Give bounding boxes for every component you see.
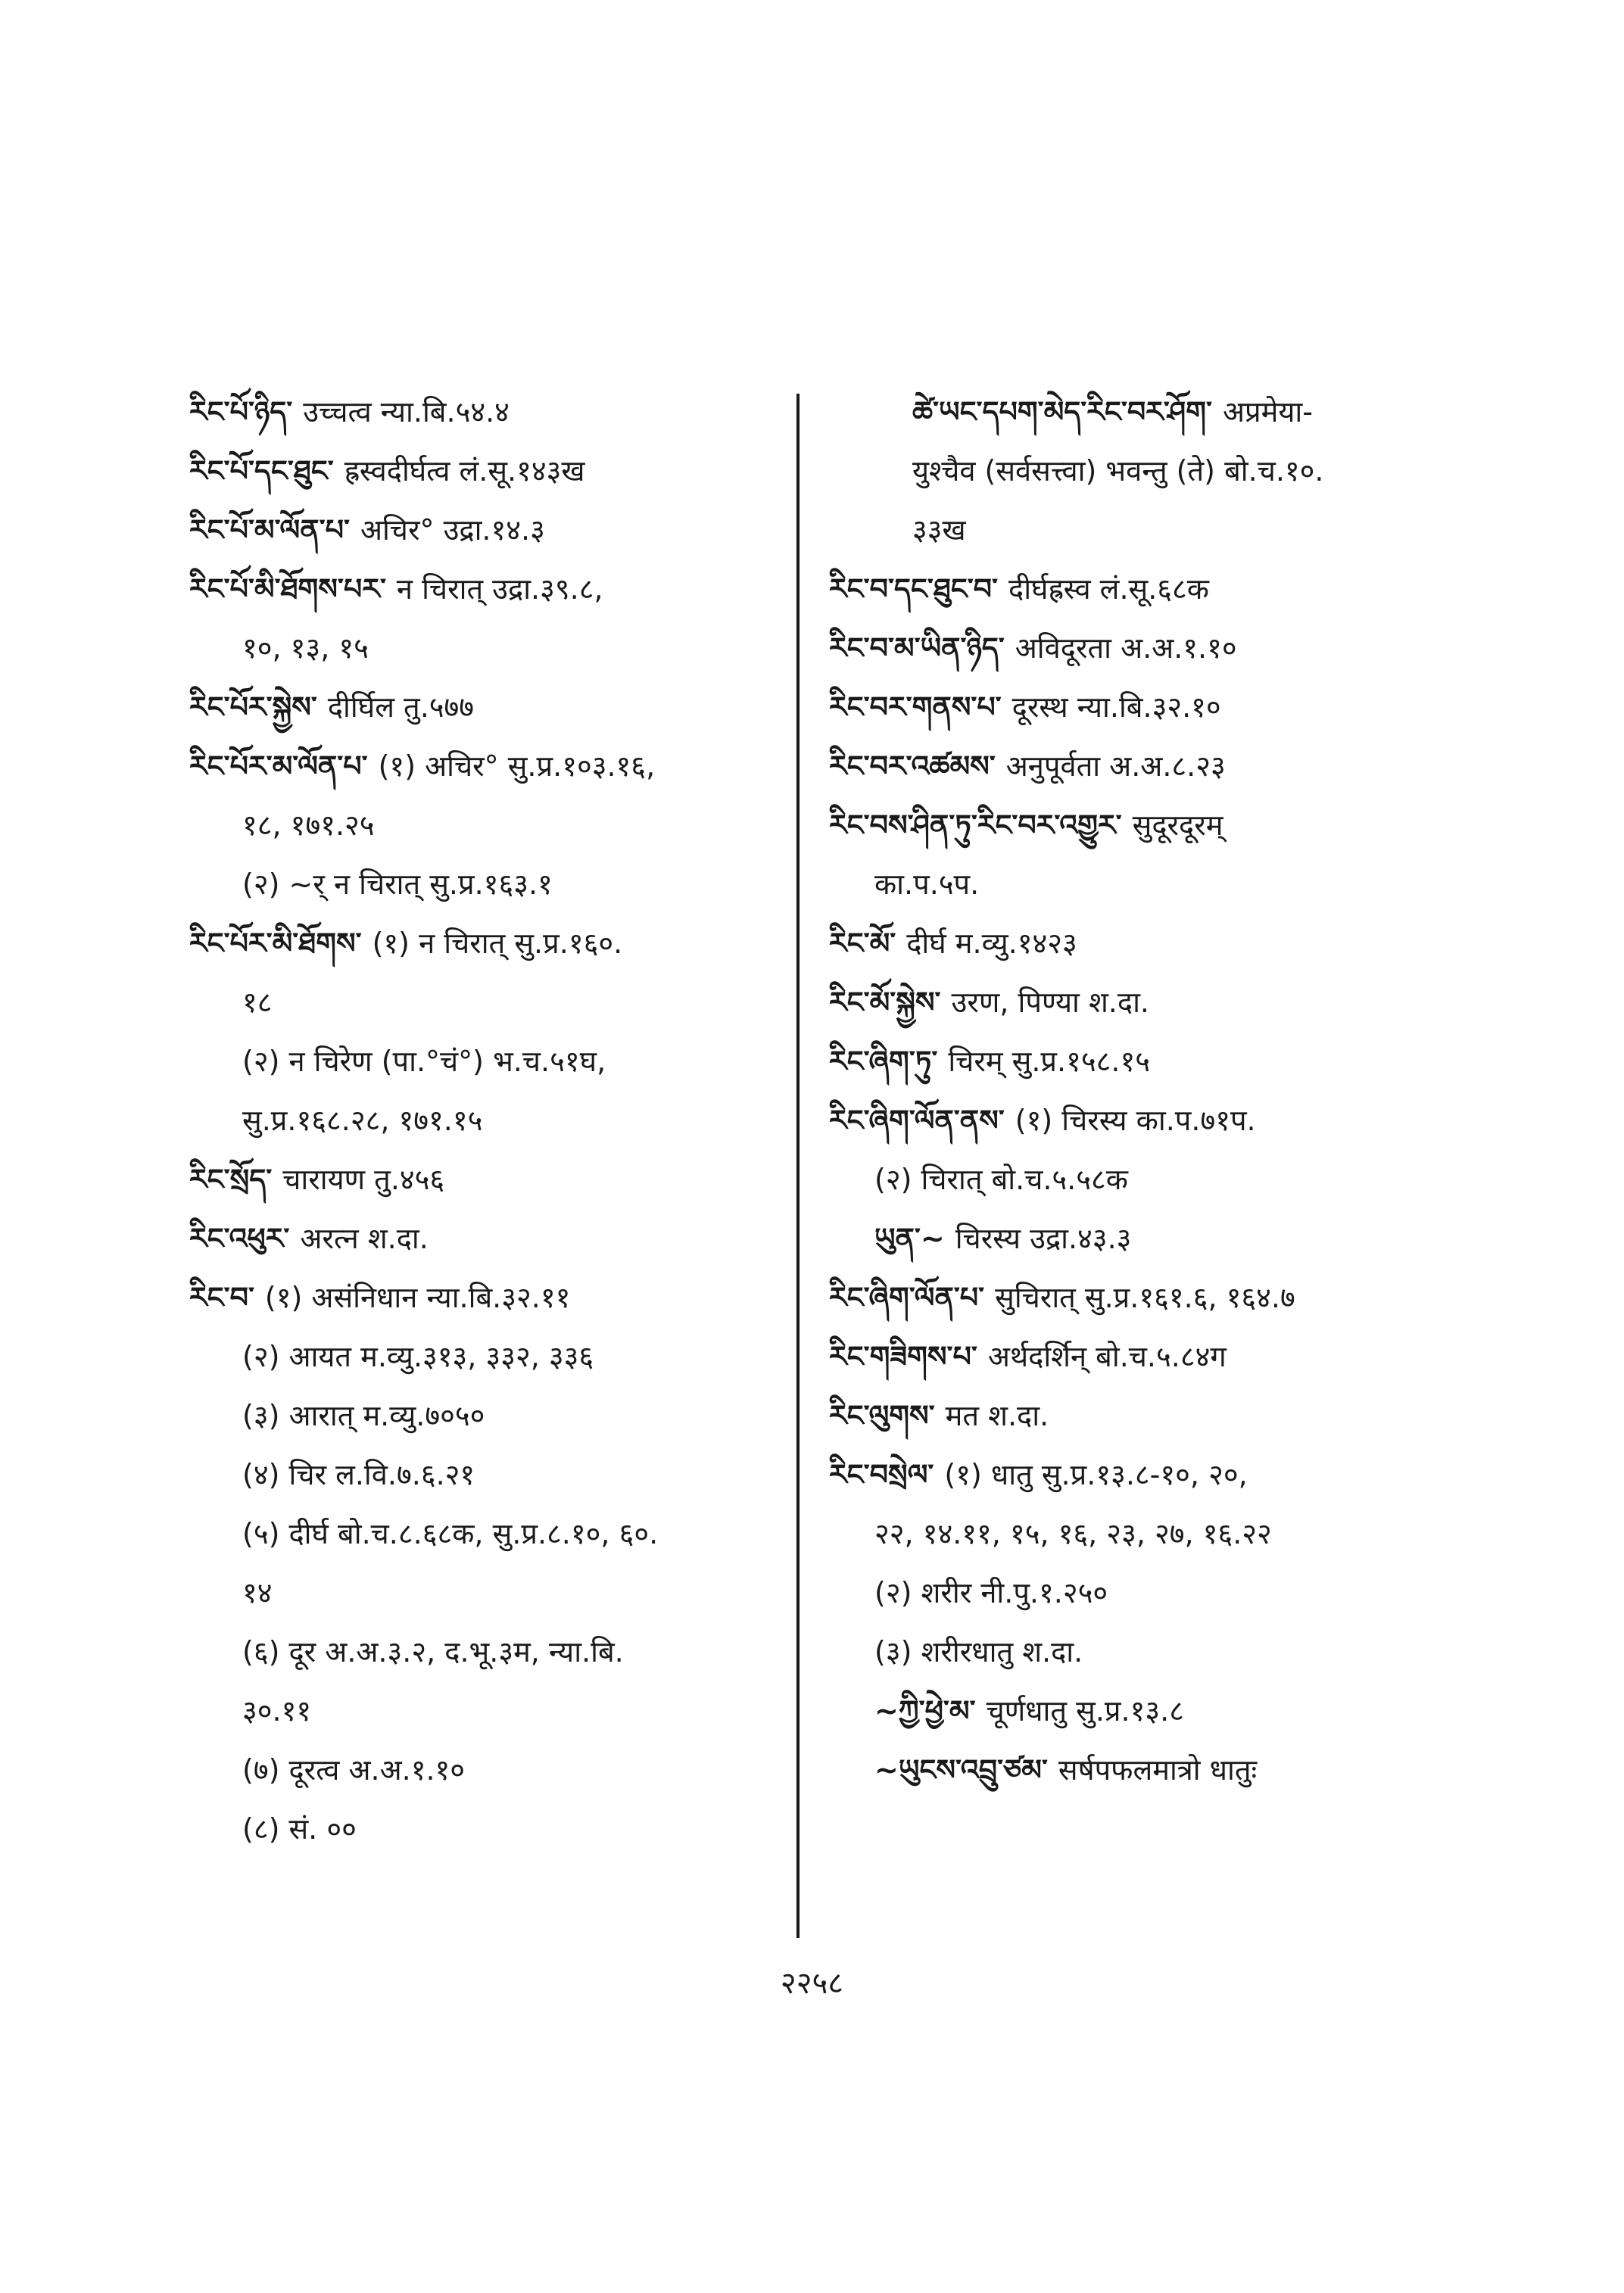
tibetan-headword: རིང་པོ་མ་ལོན་པ་ xyxy=(189,513,350,547)
tibetan-headword: རིང་བས་ཤིན་ཏུ་རིང་བར་འགྱུར་ xyxy=(829,808,1122,842)
sanskrit-gloss: (२) न चिरेण (पा.°चं°) भ.च.५१घ, xyxy=(242,1045,606,1078)
dictionary-line xyxy=(189,914,856,973)
dictionary-line xyxy=(829,1150,1510,1209)
sanskrit-gloss: (२) शरीर नी.पु.१.२५० xyxy=(874,1576,1108,1609)
sanskrit-gloss: दीर्घिल तु.५७७ xyxy=(327,690,475,724)
dictionary-line xyxy=(829,500,1510,559)
dictionary-line xyxy=(189,559,856,618)
sanskrit-gloss: अरत्न श.दा. xyxy=(300,1222,429,1255)
sanskrit-gloss: चिरस्य उद्रा.४३.३ xyxy=(955,1222,1132,1255)
tibetan-headword: རིང་བ་དང་ཐུང་བ་ xyxy=(829,572,999,606)
dictionary-line xyxy=(829,737,1510,796)
sanskrit-gloss: (८) सं. ०० xyxy=(242,1812,357,1846)
tibetan-headword: རིང་ལུགས་ xyxy=(829,1399,935,1432)
sanskrit-gloss: (१) न चिरात् सु.प्र.१६०. xyxy=(372,927,623,960)
sanskrit-gloss: (४) चिर ल.वि.७.६.२१ xyxy=(242,1458,475,1491)
sanskrit-gloss: सुचिरात् सु.प्र.१६१.६, १६४.७ xyxy=(995,1281,1295,1314)
sanskrit-gloss: (६) दूर अ.अ.३.२, द.भू.३म, न्या.बि. xyxy=(242,1635,624,1668)
tibetan-headword: རིང་པོ་ཉིད་ xyxy=(189,395,293,428)
sanskrit-gloss: चिरम् सु.प्र.१५८.१५ xyxy=(948,1045,1151,1078)
sanskrit-gloss: १८, १७१.२५ xyxy=(242,808,375,842)
dictionary-line xyxy=(829,855,1510,914)
tibetan-headword: རིང་བསྲེལ་ xyxy=(829,1458,934,1491)
dictionary-line xyxy=(829,618,1510,678)
sanskrit-gloss: (१) धातु सु.प्र.१३.८-१०, २०, xyxy=(944,1458,1248,1491)
sanskrit-gloss: (२) ~र् न चिरात् सु.प्र.१६३.१ xyxy=(242,868,553,901)
sanskrit-gloss: चारायण तु.४५६ xyxy=(282,1163,445,1196)
dictionary-line xyxy=(189,1386,856,1445)
dictionary-line xyxy=(189,973,856,1032)
dictionary-line xyxy=(829,1386,1510,1445)
dictionary-line xyxy=(829,678,1510,737)
tibetan-headword: ~ཡུངས་འབྲུ་ཙམ་ xyxy=(874,1753,1048,1787)
sanskrit-gloss: अनुपूर्वता अ.अ.८.२३ xyxy=(1005,749,1226,783)
sanskrit-gloss: (१) अचिर° सु.प्र.१०३.१६, xyxy=(378,749,656,783)
sanskrit-gloss: मत श.दा. xyxy=(945,1399,1049,1432)
dictionary-line xyxy=(189,1150,856,1209)
sanskrit-gloss: ३०.११ xyxy=(242,1694,312,1728)
sanskrit-gloss: २२, १४.११, १५, १६, २३, २७, १६.२२ xyxy=(874,1517,1272,1550)
tibetan-headword: ཡུན་~ xyxy=(874,1222,945,1255)
dictionary-line xyxy=(189,1032,856,1091)
dictionary-line xyxy=(189,1268,856,1327)
dictionary-line xyxy=(829,559,1510,618)
sanskrit-gloss: (२) चिरात् बो.च.५.५८क xyxy=(874,1163,1128,1196)
dictionary-line xyxy=(189,1563,856,1622)
tibetan-headword: རིང་གཟིགས་པ་ xyxy=(829,1340,977,1373)
tibetan-headword: རིང་ཞིག་ལོན་ནས་ xyxy=(829,1104,1005,1137)
dictionary-line xyxy=(829,1563,1510,1622)
sanskrit-gloss: (५) दीर्घ बो.च.८.६८क, सु.प्र.८.१०, ६०. xyxy=(242,1517,659,1550)
tibetan-headword: རིང་པོ་མི་ཐོགས་པར་ xyxy=(189,572,386,606)
dictionary-line xyxy=(829,1032,1510,1091)
sanskrit-gloss: अचिर° उद्रा.१४.३ xyxy=(360,513,545,547)
dictionary-line xyxy=(829,1681,1510,1740)
dictionary-line xyxy=(829,1327,1510,1386)
tibetan-headword: རིང་མོ་སྐྱེས་ xyxy=(829,986,941,1019)
dictionary-line xyxy=(189,1445,856,1504)
dictionary-line xyxy=(829,441,1510,500)
dictionary-line xyxy=(829,1445,1510,1504)
sanskrit-gloss: १४ xyxy=(242,1576,273,1609)
dictionary-line xyxy=(189,1622,856,1681)
tibetan-headword: རིང་ཞིག་ཏུ་ xyxy=(829,1045,938,1078)
dictionary-line xyxy=(189,1209,856,1268)
dictionary-line xyxy=(189,441,856,500)
dictionary-line xyxy=(829,973,1510,1032)
sanskrit-gloss: (१) चिरस्य का.प.७१प. xyxy=(1015,1104,1256,1137)
sanskrit-gloss: (१) असंनिधान न्या.बि.३२.११ xyxy=(264,1281,571,1314)
dictionary-line xyxy=(189,1504,856,1563)
dictionary-line xyxy=(829,382,1510,441)
sanskrit-gloss: अर्थदर्शिन् बो.च.५.८४ग xyxy=(987,1340,1227,1373)
dictionary-line xyxy=(189,500,856,559)
dictionary-line xyxy=(189,855,856,914)
tibetan-headword: རིང་བར་འཚམས་ xyxy=(829,749,996,783)
sanskrit-gloss: अविदूरता अ.अ.१.१० xyxy=(1015,631,1237,665)
tibetan-headword: རིང་པོར་མ་ལོན་པ་ xyxy=(189,749,368,783)
tibetan-headword: རིང་ཞིག་ལོན་པ་ xyxy=(829,1281,985,1314)
dictionary-line xyxy=(829,914,1510,973)
tibetan-headword: རིང་བ་མ་ཡིན་ཉིད་ xyxy=(829,631,1005,665)
sanskrit-gloss: दीर्घह्रस्व लं.सू.६८क xyxy=(1008,572,1209,606)
tibetan-headword: ~ཀྱི་ཕྱེ་མ་ xyxy=(874,1694,976,1728)
dictionary-line xyxy=(189,796,856,855)
dictionary-line xyxy=(829,1740,1510,1799)
sanskrit-gloss: ह्रस्वदीर्घत्व लं.सू.१४३ख xyxy=(344,454,585,488)
sanskrit-gloss: ३३ख xyxy=(912,513,966,547)
dictionary-line xyxy=(189,618,856,678)
sanskrit-gloss: युश्चैव (सर्वसत्त्वा) भवन्तु (ते) बो.च.१०. xyxy=(912,454,1324,488)
dictionary-line xyxy=(189,678,856,737)
tibetan-headword: རིང་བ་ xyxy=(189,1281,254,1314)
tibetan-headword: ཚེ་ཡང་དཔག་མེད་རིང་བར་ཤོག་ xyxy=(912,395,1212,428)
sanskrit-gloss: (३) शरीरधातु श.दा. xyxy=(874,1635,1083,1668)
dictionary-line xyxy=(189,1740,856,1799)
column-divider xyxy=(796,394,800,1938)
sanskrit-gloss: उच्चत्व न्या.बि.५४.४ xyxy=(303,395,510,428)
sanskrit-gloss: दूरस्थ न्या.बि.३२.१० xyxy=(1011,690,1221,724)
sanskrit-gloss: (२) आयत म.व्यु.३१३, ३३२, ३३६ xyxy=(242,1340,594,1373)
sanskrit-gloss: सु.प्र.१६८.२८, १७१.१५ xyxy=(242,1104,483,1137)
sanskrit-gloss: सुदूरदूरम् xyxy=(1132,808,1223,842)
dictionary-line xyxy=(189,1091,856,1150)
dictionary-line xyxy=(829,1209,1510,1268)
dictionary-line xyxy=(189,737,856,796)
sanskrit-gloss: १०, १३, १५ xyxy=(242,631,369,665)
tibetan-headword: རིང་པོ་དང་ཐུང་ xyxy=(189,454,334,488)
sanskrit-gloss: (३) आरात् म.व्यु.७०५० xyxy=(242,1399,485,1432)
sanskrit-gloss: का.प.५प. xyxy=(874,868,980,901)
dictionary-line xyxy=(829,796,1510,855)
tibetan-headword: རིང་པོར་སྐྱེས་ xyxy=(189,690,317,724)
dictionary-line xyxy=(829,1091,1510,1150)
sanskrit-gloss: दीर्घ म.व्यु.१४२३ xyxy=(906,927,1077,960)
sanskrit-gloss: (७) दूरत्व अ.अ.१.१० xyxy=(242,1753,466,1787)
page-number: २२५८ xyxy=(780,1966,844,2001)
sanskrit-gloss: १८ xyxy=(242,986,273,1019)
dictionary-line xyxy=(829,1504,1510,1563)
dictionary-line xyxy=(189,1327,856,1386)
sanskrit-gloss: अप्रमेया- xyxy=(1222,395,1313,428)
sanskrit-gloss: उरण, पिण्या श.दा. xyxy=(951,986,1149,1019)
tibetan-headword: རིང་མོ་ xyxy=(829,927,896,960)
left-column xyxy=(189,382,856,1858)
dictionary-line xyxy=(189,382,856,441)
dictionary-line xyxy=(829,1268,1510,1327)
sanskrit-gloss: चूर्णधातु सु.प्र.१३.८ xyxy=(986,1694,1184,1728)
tibetan-headword: རིང་པོར་མི་ཐོགས་ xyxy=(189,927,362,960)
sanskrit-gloss: न चिरात् उद्रा.३९.८, xyxy=(396,572,603,606)
dictionary-line xyxy=(189,1799,856,1858)
tibetan-headword: རིང་བར་གནས་པ་ xyxy=(829,690,1002,724)
dictionary-line xyxy=(189,1681,856,1740)
sanskrit-gloss: सर्षपफलमात्रो धातुः xyxy=(1058,1753,1258,1787)
tibetan-headword: རིང་སྲོད་ xyxy=(189,1163,273,1196)
dictionary-line xyxy=(829,1622,1510,1681)
right-column xyxy=(829,382,1510,1799)
tibetan-headword: རིང་འཕུར་ xyxy=(189,1222,290,1255)
